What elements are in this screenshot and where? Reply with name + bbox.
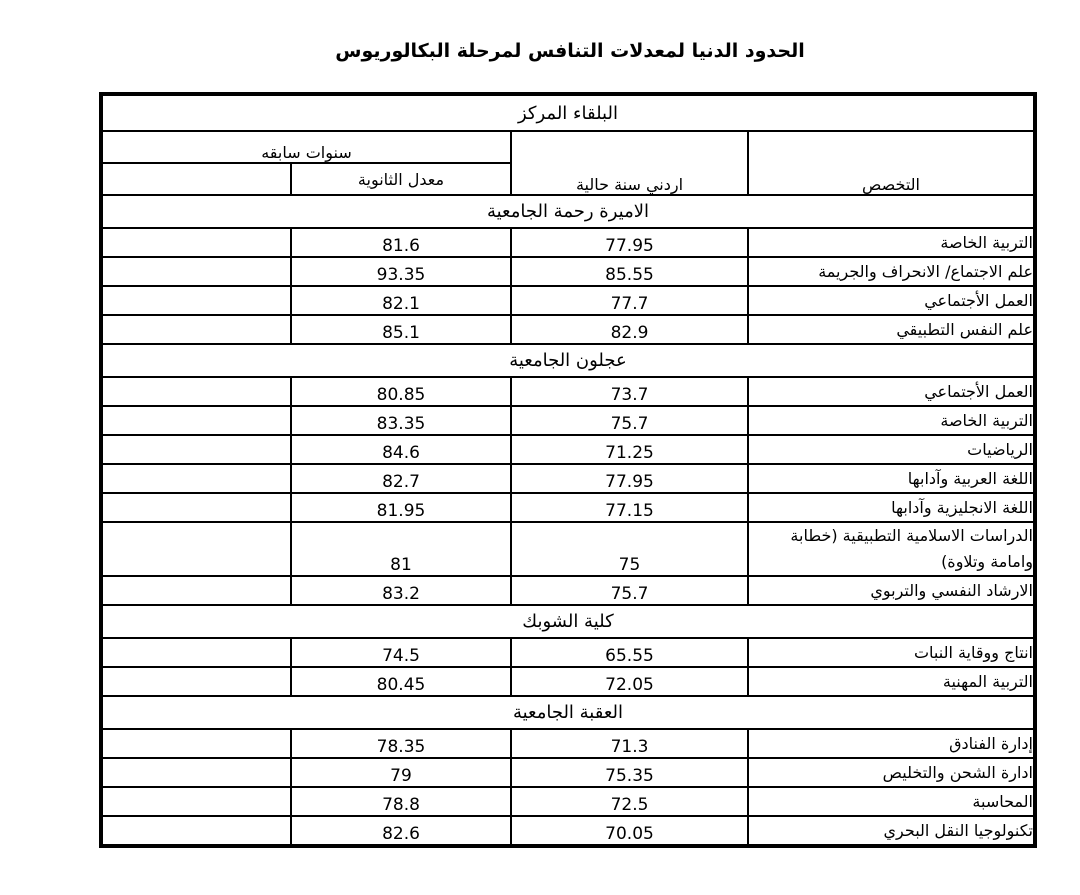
- high-school-average-value: 80.45: [291, 667, 511, 696]
- empty-cell: [101, 257, 291, 286]
- empty-cell: [101, 377, 291, 406]
- rates-table: [99, 92, 1037, 848]
- specialization-cell: اللغة الانجليزية وآدابها: [748, 493, 1035, 522]
- empty-cell: [101, 406, 291, 435]
- high-school-average-value: 78.8: [291, 787, 511, 816]
- section-title: العقبة الجامعية: [101, 696, 1035, 729]
- section-title: الاميرة رحمة الجامعية: [101, 195, 1035, 228]
- table-row: [101, 464, 1035, 493]
- table-row: [101, 257, 1035, 286]
- empty-cell: [101, 286, 291, 315]
- current-year-value: 82.9: [511, 315, 748, 344]
- table-row: [101, 638, 1035, 667]
- current-year-value: 75.7: [511, 406, 748, 435]
- table-row: [101, 729, 1035, 758]
- table-row: [101, 576, 1035, 605]
- column-header-previous-years: سنوات سابقه: [101, 131, 511, 163]
- current-year-value: 75: [511, 522, 748, 576]
- high-school-average-value: 82.1: [291, 286, 511, 315]
- high-school-average-value: 81: [291, 522, 511, 576]
- high-school-average-value: 74.5: [291, 638, 511, 667]
- high-school-average-value: 81.95: [291, 493, 511, 522]
- table-row: [101, 667, 1035, 696]
- section-header-row: [101, 605, 1035, 638]
- page-title: الحدود الدنيا لمعدلات التنافس لمرحلة البكالوريوس: [335, 40, 805, 62]
- high-school-average-value: 82.6: [291, 816, 511, 846]
- table-row: [101, 758, 1035, 787]
- specialization-cell: علم الاجتماع/ الانحراف والجريمة: [748, 257, 1035, 286]
- current-year-value: 77.7: [511, 286, 748, 315]
- specialization-cell: تكنولوجيا النقل البحري: [748, 816, 1035, 846]
- high-school-average-value: 93.35: [291, 257, 511, 286]
- high-school-average-value: 79: [291, 758, 511, 787]
- current-year-value: 77.95: [511, 464, 748, 493]
- empty-cell: [101, 667, 291, 696]
- current-year-value: 72.5: [511, 787, 748, 816]
- current-year-value: 70.05: [511, 816, 748, 846]
- table-row: [101, 228, 1035, 257]
- specialization-cell: الدراسات الاسلامية التطبيقية (خطابة وامامة وتلاوة): [748, 522, 1035, 576]
- column-header-specialization: التخصص: [748, 131, 1035, 195]
- specialization-cell: الارشاد النفسي والتربوي: [748, 576, 1035, 605]
- high-school-average-value: 78.35: [291, 729, 511, 758]
- empty-cell: [101, 522, 291, 576]
- table-row: [101, 816, 1035, 846]
- section-title: كلية الشوبك: [101, 605, 1035, 638]
- empty-cell: [101, 315, 291, 344]
- column-header-high-school-average: معدل الثانوية: [291, 163, 511, 195]
- table-row: [101, 315, 1035, 344]
- high-school-average-value: 81.6: [291, 228, 511, 257]
- specialization-cell: التربية الخاصة: [748, 228, 1035, 257]
- empty-cell: [101, 228, 291, 257]
- empty-cell: [101, 758, 291, 787]
- table-row: [101, 406, 1035, 435]
- specialization-cell: ادارة الشحن والتخليص: [748, 758, 1035, 787]
- specialization-cell: علم النفس التطبيقي: [748, 315, 1035, 344]
- empty-cell: [101, 435, 291, 464]
- current-year-value: 75.7: [511, 576, 748, 605]
- specialization-cell: العمل الأجتماعي: [748, 286, 1035, 315]
- table-row: [101, 522, 1035, 576]
- center-header: البلقاء المركز: [101, 94, 1035, 131]
- section-header-row: [101, 696, 1035, 729]
- empty-cell: [101, 816, 291, 846]
- empty-cell: [101, 576, 291, 605]
- current-year-value: 85.55: [511, 257, 748, 286]
- high-school-average-value: 80.85: [291, 377, 511, 406]
- table-row: [101, 493, 1035, 522]
- current-year-value: 71.25: [511, 435, 748, 464]
- table-row: [101, 435, 1035, 464]
- current-year-value: 65.55: [511, 638, 748, 667]
- column-header-empty: [101, 163, 291, 195]
- empty-cell: [101, 638, 291, 667]
- specialization-cell: إدارة الفنادق: [748, 729, 1035, 758]
- column-header-row-top: [101, 131, 1035, 163]
- current-year-value: 73.7: [511, 377, 748, 406]
- specialization-cell: التربية الخاصة: [748, 406, 1035, 435]
- table-row: [101, 286, 1035, 315]
- specialization-cell: العمل الأجتماعي: [748, 377, 1035, 406]
- specialization-cell: انتاج ووقاية النبات: [748, 638, 1035, 667]
- specialization-cell: اللغة العربية وآدابها: [748, 464, 1035, 493]
- current-year-value: 77.95: [511, 228, 748, 257]
- high-school-average-value: 83.35: [291, 406, 511, 435]
- empty-cell: [101, 493, 291, 522]
- table-row: [101, 787, 1035, 816]
- section-title: عجلون الجامعية: [101, 344, 1035, 377]
- current-year-value: 75.35: [511, 758, 748, 787]
- specialization-cell: التربية المهنية: [748, 667, 1035, 696]
- high-school-average-value: 83.2: [291, 576, 511, 605]
- table-row: [101, 377, 1035, 406]
- current-year-value: 77.15: [511, 493, 748, 522]
- specialization-cell: المحاسبة: [748, 787, 1035, 816]
- section-header-row: [101, 344, 1035, 377]
- center-header-row: [101, 94, 1035, 131]
- high-school-average-value: 84.6: [291, 435, 511, 464]
- column-header-jordanian-current-year: اردني سنة حالية: [511, 131, 748, 195]
- high-school-average-value: 82.7: [291, 464, 511, 493]
- empty-cell: [101, 787, 291, 816]
- current-year-value: 72.05: [511, 667, 748, 696]
- empty-cell: [101, 729, 291, 758]
- empty-cell: [101, 464, 291, 493]
- high-school-average-value: 85.1: [291, 315, 511, 344]
- specialization-cell: الرياضيات: [748, 435, 1035, 464]
- section-header-row: [101, 195, 1035, 228]
- current-year-value: 71.3: [511, 729, 748, 758]
- table-body: [101, 94, 1035, 846]
